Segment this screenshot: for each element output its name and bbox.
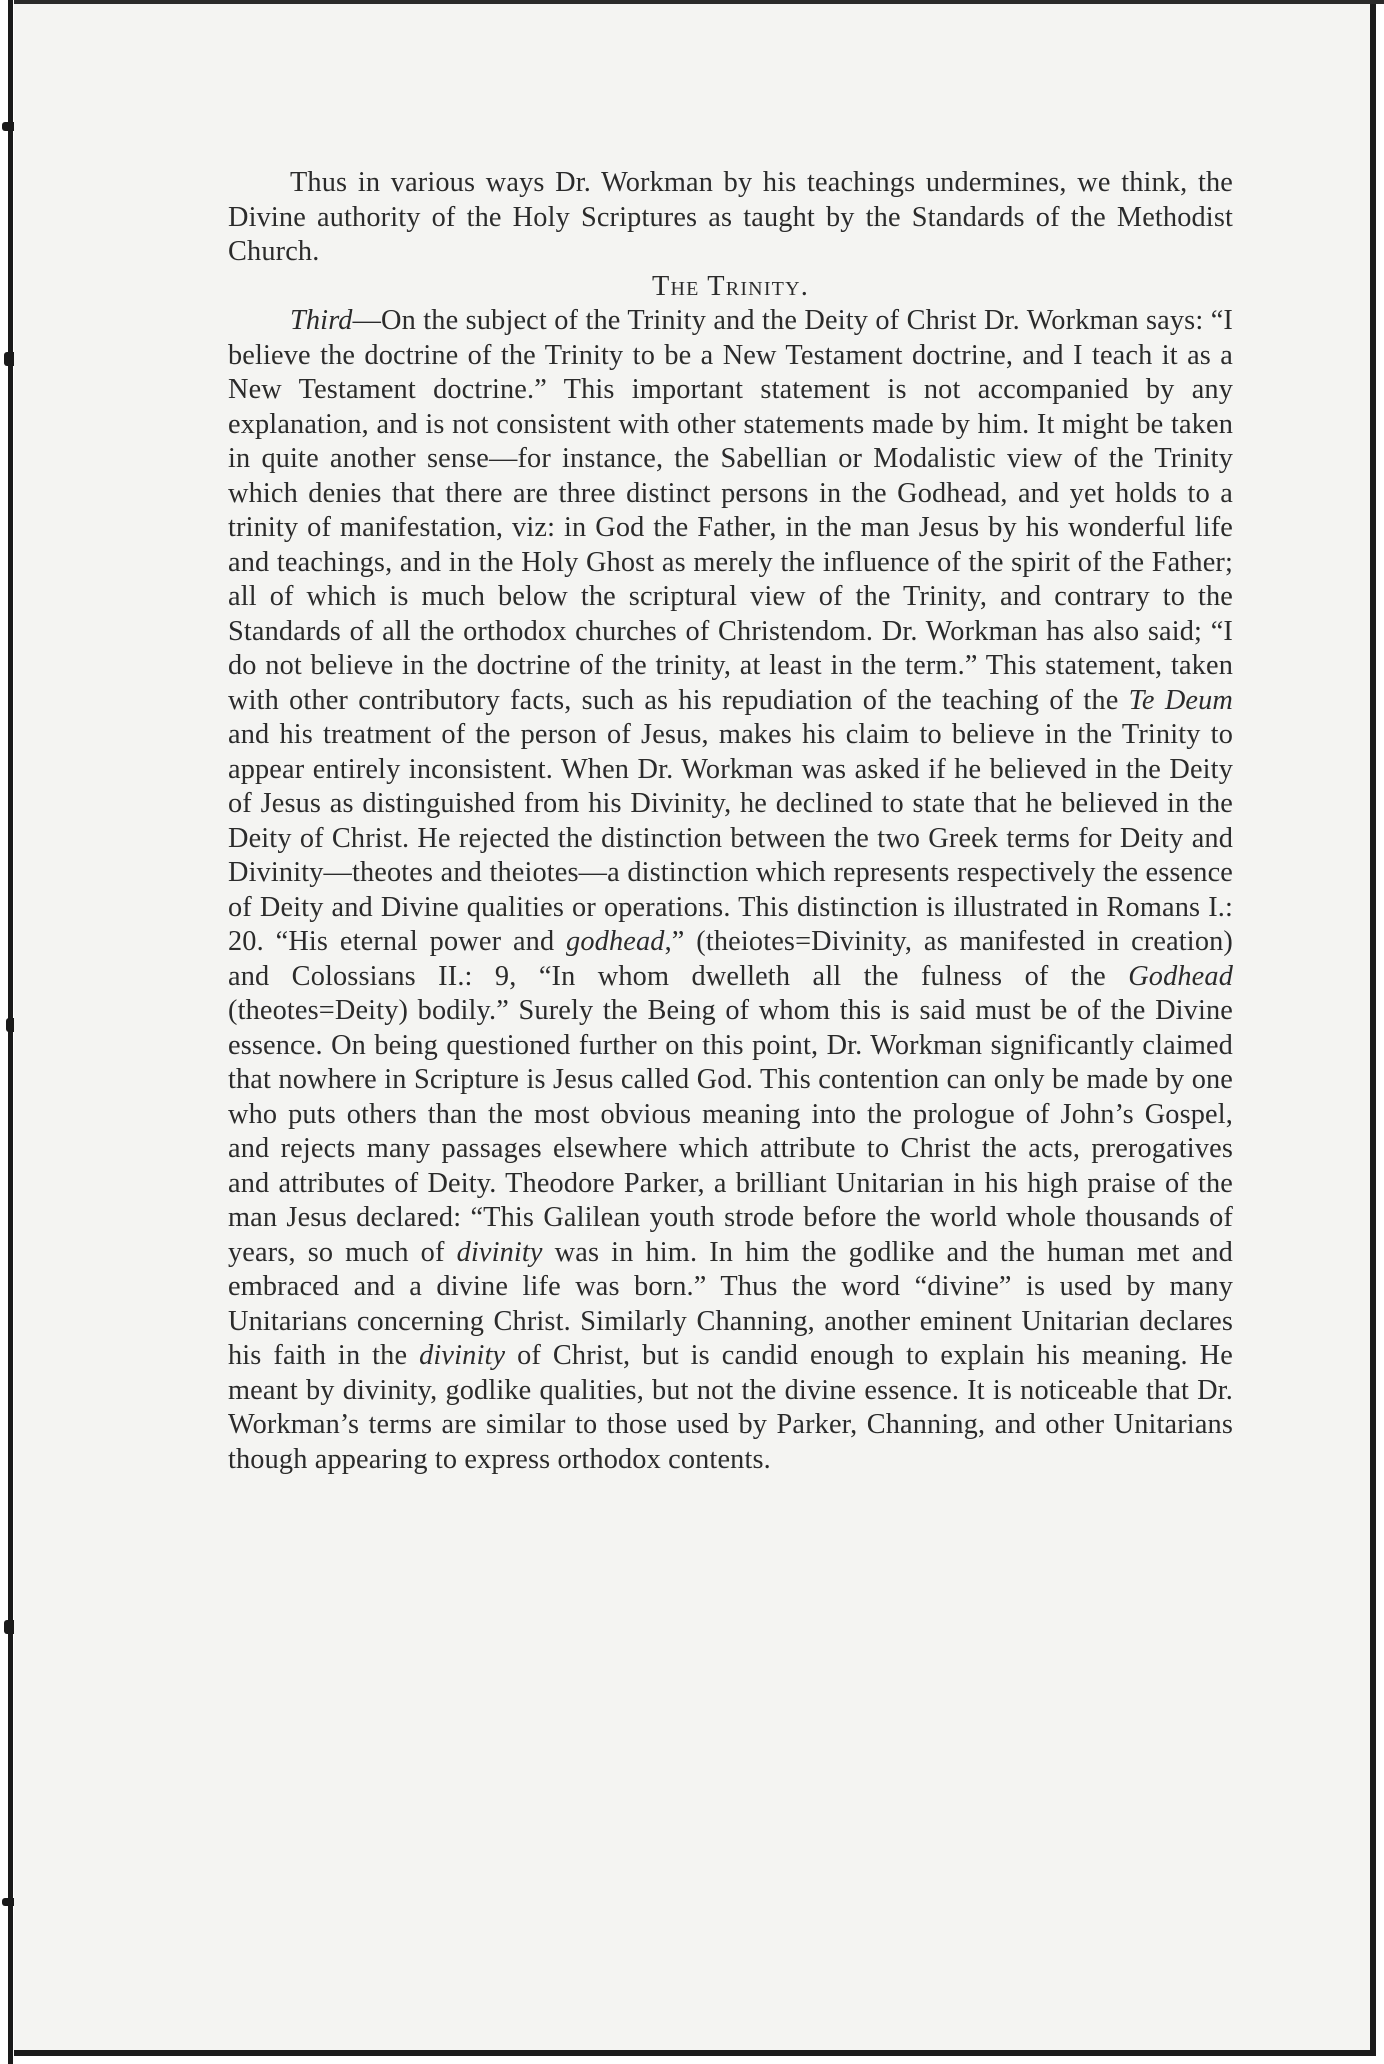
- text-run: ,” (theiotes=Divinity, as manifested in creation) and Colossians II.: 9, “In whom dwelleth all the fulness of the: [228, 926, 1233, 992]
- text-run: and his treatment of the person of Jesus, makes his claim to believe in the Trinity to appear entirely inconsistent. When Dr. Workman was asked if he believed in the Deity of Jesus as distinguished from his Divinity, he declined to state that he believed in the Deity of Christ. He rejected the distinction between the two Greek terms for Deity and Divinity—theotes and theiotes—a distinction which represents respectively the essence of Deity and Divine qualities or operations. This distinction is illustrated in Romans I.: 20. “His eternal power and: [228, 719, 1233, 957]
- text-run: was in him. In him the godlike and the human met and embraced and a divine life was born.” Thus the word “divine” is used by many Unitarians concerning Christ. Similarly Channing, another eminent Unitarian declares his faith in the: [228, 1236, 1233, 1371]
- italic-run: divinity: [456, 1236, 543, 1268]
- section-heading-text: The Trinity.: [651, 270, 810, 302]
- binding-spine: [0, 0, 14, 2064]
- italic-run: godhead: [566, 926, 665, 957]
- text-run: —On the subject of the Trinity and the Deity of Christ Dr. Workman says: “I believe the doctrine of the Trinity to be a New Testament doctrine, and I teach it as a New Testament doctrine.” This important statement is not accompanied by any explanation, and is not consistent with other statements made by him. It might be taken in quite another sense—for instance, the Sabellian or Modalistic view of the Trinity which denies that there are three distinct persons in the Godhead, and yet holds to a trinity of manifestation, viz: in God the Father, in the man Jesus by his wonderful life and teachings, and in the Holy Ghost as merely the influence of the spirit of the Father; all of which is much below the scriptural view of the Trinity, and contrary to the Standards of all the orthodox churches of Christendom. Dr. Workman has also said; “I do not believe in the doctrine of the trinity, at least in the term.” This statement, taken with other contributory facts, such as his repudiation of the teaching of the: [228, 305, 1233, 716]
- italic-run: Godhead: [1128, 960, 1233, 992]
- italic-run: Third: [290, 305, 353, 336]
- spine-line: [8, 0, 13, 2064]
- text-run: (theotes=Deity) bodily.” Surely the Being of whom this is said must be of the Divine essence. On being questioned further on this point, Dr. Workman significantly claimed that nowhere in Scripture is Jesus called God. This contention can only be made by one who puts others than the most obvious meaning into the prologue of John’s Gospel, and rejects many passages elsewhere which attribute to Christ the acts, prerogatives and attributes of Deity. Theodore Parker, a brilliant Unitarian in his high praise of the man Jesus declared: “This Galilean youth strode before the world whole thousands of years, so much of: [228, 995, 1233, 1268]
- text-run: of Christ, but is candid enough to explain his meaning. He meant by divinity, godlike qualities, but not the divine essence. It is noticeable that Dr. Workman’s terms are similar to those used by Parker, Channing, and other Unitarians though appearing to express orthodox contents.: [228, 1340, 1233, 1475]
- document-body: [228, 166, 1233, 1477]
- italic-run: Te Deum: [1128, 684, 1234, 716]
- intro-paragraph: Thus in various ways Dr. Workman by his teachings undermines, we think, the Divine authority of the Holy Scriptures as taught by the Standards of the Methodist Church.: [228, 167, 1233, 267]
- section-heading: [228, 270, 1233, 305]
- main-paragraph: [228, 304, 1233, 1477]
- italic-run: divinity: [419, 1340, 506, 1371]
